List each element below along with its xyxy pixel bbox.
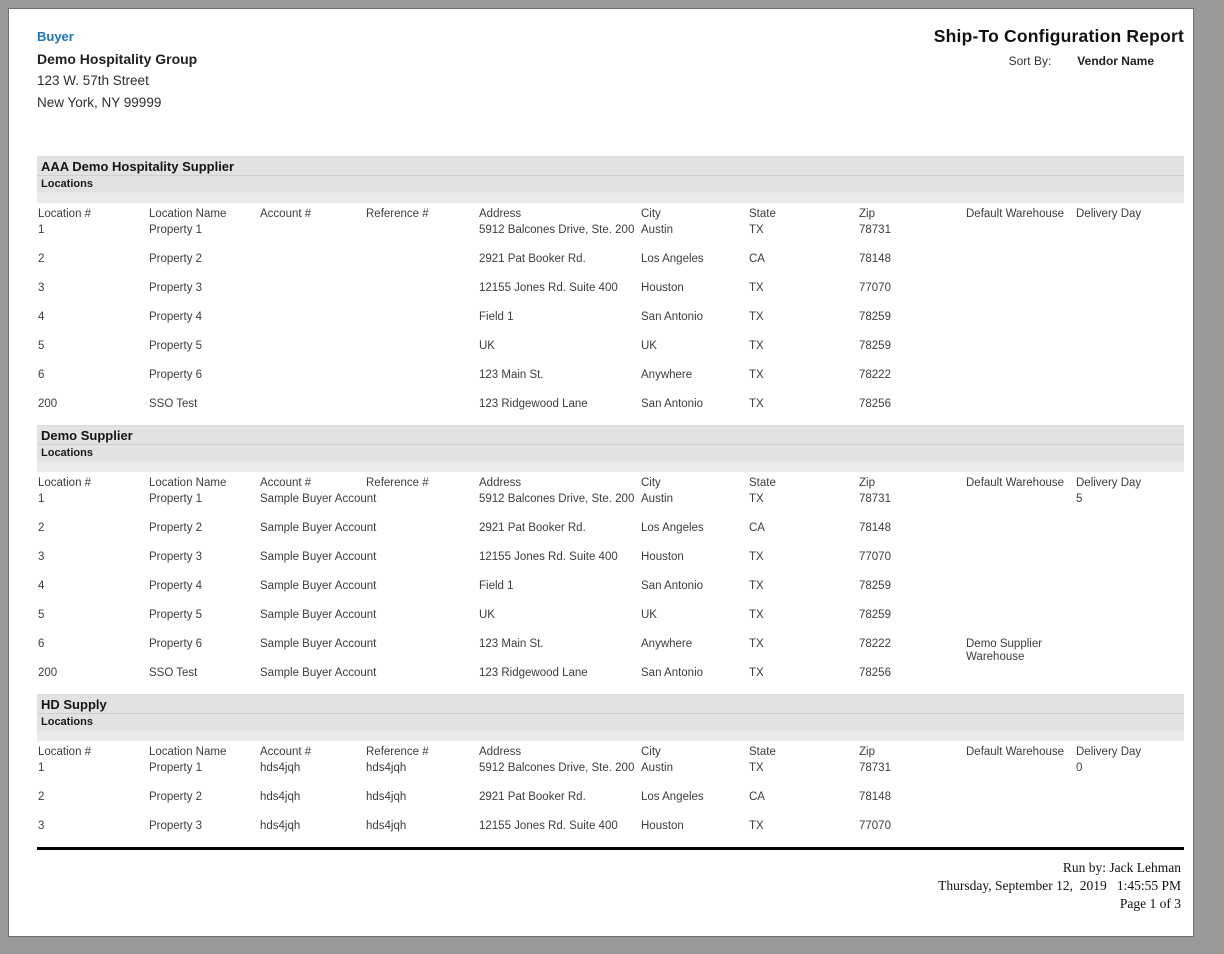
cell: 1 [38, 762, 45, 774]
cell [259, 309, 365, 338]
cell: Austin [641, 493, 673, 505]
cell: 78222 [859, 638, 891, 650]
cell: 3 [38, 282, 45, 294]
cell: UK [479, 340, 495, 352]
cell [965, 789, 1075, 818]
table-row [37, 520, 1187, 549]
table-header-row [37, 741, 1187, 760]
cell [365, 636, 478, 665]
column-header: Zip [859, 745, 875, 758]
column-header: Zip [859, 476, 875, 489]
cell: 200 [38, 667, 58, 679]
column-header: City [641, 207, 661, 220]
cell [1075, 280, 1187, 309]
cell: Anywhere [641, 369, 693, 381]
cell [965, 578, 1075, 607]
cell: Property 3 [149, 820, 203, 832]
cell: Property 1 [149, 762, 203, 774]
cell [365, 280, 478, 309]
cell [365, 396, 478, 425]
column-header: State [749, 745, 776, 758]
column-header: Account # [260, 476, 312, 489]
report-page [8, 8, 1194, 937]
cell: TX [749, 609, 764, 621]
locations-table [37, 472, 1187, 694]
cell: TX [749, 311, 764, 323]
cell: 78148 [859, 791, 891, 803]
cell: 2921 Pat Booker Rd. [479, 253, 586, 265]
cell [365, 251, 478, 280]
cell [1075, 607, 1187, 636]
cell: hds4jqh [366, 820, 407, 832]
cell: Property 5 [149, 340, 203, 352]
cell [965, 520, 1075, 549]
column-header: Default Warehouse [966, 207, 1065, 220]
cell [1075, 578, 1187, 607]
cell: 78148 [859, 522, 891, 534]
cell: TX [749, 638, 764, 650]
cell: 1 [38, 224, 45, 236]
cell: Sample Buyer Account [260, 522, 377, 534]
locations-strip [37, 730, 1184, 741]
report-header [37, 9, 1184, 156]
cell: 78259 [859, 340, 891, 352]
cell: 0 [1076, 762, 1083, 774]
report-footer [37, 850, 1184, 913]
buyer-address-line1: 123 W. 57th Street [37, 73, 149, 88]
cell [365, 578, 478, 607]
table-row [37, 396, 1187, 425]
vendor-section [37, 694, 1184, 847]
cell: TX [749, 580, 764, 592]
cell: 123 Ridgewood Lane [479, 398, 588, 410]
cell [259, 280, 365, 309]
sort-by-row [934, 54, 1184, 68]
cell [365, 607, 478, 636]
cell: 6 [38, 369, 45, 381]
table-header-row [37, 472, 1187, 491]
cell: 78256 [859, 398, 891, 410]
buyer-block [37, 26, 197, 156]
table-row [37, 789, 1187, 818]
column-header: Reference # [366, 207, 429, 220]
column-header: Location # [38, 745, 92, 758]
locations-strip [37, 192, 1184, 203]
footer-run-by: Run by: Jack Lehman [1062, 860, 1181, 875]
cell: 2 [38, 253, 45, 265]
cell: 78259 [859, 580, 891, 592]
table-row [37, 818, 1187, 847]
cell: CA [749, 253, 765, 265]
cell: 5 [38, 340, 45, 352]
cell: 78731 [859, 762, 891, 774]
vendor-sections [37, 156, 1184, 847]
cell [1075, 396, 1187, 425]
cell: Austin [641, 224, 673, 236]
cell: Field 1 [479, 311, 514, 323]
table-row [37, 607, 1187, 636]
cell: hds4jqh [260, 791, 301, 803]
cell: Los Angeles [641, 522, 704, 534]
locations-subheader: Locations [37, 714, 1184, 730]
cell [965, 491, 1075, 520]
column-header: Reference # [366, 476, 429, 489]
cell: 123 Main St. [479, 369, 544, 381]
column-header: Address [479, 745, 522, 758]
table-header-row [37, 203, 1187, 222]
cell [259, 367, 365, 396]
cell: SSO Test [149, 667, 198, 679]
sort-by-label: Sort By: [1008, 54, 1052, 68]
buyer-name: Demo Hospitality Group [37, 51, 198, 67]
locations-subheader: Locations [37, 176, 1184, 192]
cell: 78731 [859, 224, 891, 236]
cell [1075, 367, 1187, 396]
column-header: State [749, 476, 776, 489]
cell [965, 367, 1075, 396]
column-header: Location Name [149, 207, 227, 220]
column-header: City [641, 476, 661, 489]
cell: 78259 [859, 311, 891, 323]
cell: TX [749, 340, 764, 352]
cell [1075, 549, 1187, 578]
cell: Property 4 [149, 311, 203, 323]
cell: Property 6 [149, 638, 203, 650]
cell [1075, 251, 1187, 280]
cell: 6 [38, 638, 45, 650]
cell: UK [479, 609, 495, 621]
footer-datetime: Thursday, September 12, 2019 1:45:55 PM [938, 878, 1181, 893]
table-row [37, 309, 1187, 338]
cell: 12155 Jones Rd. Suite 400 [479, 282, 618, 294]
table-row [37, 338, 1187, 367]
cell [259, 222, 365, 251]
column-header: State [749, 207, 776, 220]
cell [1075, 309, 1187, 338]
cell [1075, 818, 1187, 847]
cell: 5912 Balcones Drive, Ste. 200 [479, 493, 635, 505]
column-header: Default Warehouse [966, 476, 1065, 489]
table-row [37, 760, 1187, 789]
cell [259, 251, 365, 280]
table-row [37, 636, 1187, 665]
cell [1075, 338, 1187, 367]
buyer-label: Buyer [37, 29, 74, 44]
cell: 78148 [859, 253, 891, 265]
cell [1075, 222, 1187, 251]
cell: 4 [38, 580, 45, 592]
cell: CA [749, 522, 765, 534]
vendor-name-bar: AAA Demo Hospitality Supplier [37, 156, 1184, 176]
cell: 78256 [859, 667, 891, 679]
column-header: Location Name [149, 476, 227, 489]
cell: TX [749, 762, 764, 774]
cell: Los Angeles [641, 253, 704, 265]
cell [365, 338, 478, 367]
cell: Anywhere [641, 638, 693, 650]
cell: 5 [1076, 493, 1083, 505]
cell: TX [749, 398, 764, 410]
cell: Property 2 [149, 253, 203, 265]
column-header: Location # [38, 207, 92, 220]
cell: 12155 Jones Rd. Suite 400 [479, 820, 618, 832]
cell: hds4jqh [366, 762, 407, 774]
cell: Austin [641, 762, 673, 774]
column-header: City [641, 745, 661, 758]
cell [1075, 636, 1187, 665]
table-row [37, 222, 1187, 251]
column-header: Delivery Day [1076, 745, 1142, 758]
cell: 5912 Balcones Drive, Ste. 200 [479, 762, 635, 774]
cell [965, 665, 1075, 694]
vendor-name-bar: HD Supply [37, 694, 1184, 714]
cell: San Antonio [641, 398, 704, 410]
column-header: Delivery Day [1076, 476, 1142, 489]
cell: TX [749, 493, 764, 505]
cell: San Antonio [641, 311, 704, 323]
column-header: Zip [859, 207, 875, 220]
cell: 2 [38, 791, 45, 803]
table-row [37, 367, 1187, 396]
table-row [37, 665, 1187, 694]
cell [965, 549, 1075, 578]
cell: hds4jqh [260, 820, 301, 832]
cell: SSO Test [149, 398, 198, 410]
cell: 200 [38, 398, 58, 410]
locations-strip [37, 461, 1184, 472]
cell: 5912 Balcones Drive, Ste. 200 [479, 224, 635, 236]
cell: Property 5 [149, 609, 203, 621]
column-header: Location Name [149, 745, 227, 758]
column-header: Address [479, 207, 522, 220]
cell: 12155 Jones Rd. Suite 400 [479, 551, 618, 563]
cell: TX [749, 369, 764, 381]
cell: Property 2 [149, 791, 203, 803]
title-block [934, 26, 1184, 156]
column-header: Default Warehouse [966, 745, 1065, 758]
cell: Property 6 [149, 369, 203, 381]
cell: 77070 [859, 551, 891, 563]
cell: 2921 Pat Booker Rd. [479, 791, 586, 803]
cell: TX [749, 820, 764, 832]
table-row [37, 578, 1187, 607]
cell: 78222 [859, 369, 891, 381]
cell [365, 309, 478, 338]
cell: CA [749, 791, 765, 803]
cell: 4 [38, 311, 45, 323]
cell: Los Angeles [641, 791, 704, 803]
column-header: Reference # [366, 745, 429, 758]
cell [365, 520, 478, 549]
cell [965, 222, 1075, 251]
cell [965, 818, 1075, 847]
cell [259, 338, 365, 367]
locations-table [37, 203, 1187, 425]
cell: 3 [38, 820, 45, 832]
cell: 1 [38, 493, 45, 505]
column-header: Location # [38, 476, 92, 489]
cell: 77070 [859, 820, 891, 832]
cell: TX [749, 224, 764, 236]
cell: Houston [641, 282, 684, 294]
sort-by-value: Vendor Name [1077, 54, 1154, 68]
cell [965, 760, 1075, 789]
cell [965, 309, 1075, 338]
cell [965, 396, 1075, 425]
cell: San Antonio [641, 580, 704, 592]
cell [1075, 665, 1187, 694]
cell: Demo Supplier Warehouse [966, 638, 1043, 663]
cell [1075, 789, 1187, 818]
cell [259, 396, 365, 425]
cell [365, 491, 478, 520]
cell [965, 607, 1075, 636]
cell: 78259 [859, 609, 891, 621]
cell: Sample Buyer Account [260, 667, 377, 679]
cell: 78731 [859, 493, 891, 505]
cell: Houston [641, 820, 684, 832]
cell: Sample Buyer Account [260, 493, 377, 505]
vendor-name-bar: Demo Supplier [37, 425, 1184, 445]
cell: Sample Buyer Account [260, 551, 377, 563]
table-row [37, 251, 1187, 280]
cell: Sample Buyer Account [260, 609, 377, 621]
cell: TX [749, 551, 764, 563]
cell [965, 338, 1075, 367]
cell: Houston [641, 551, 684, 563]
locations-subheader: Locations [37, 445, 1184, 461]
cell: 5 [38, 609, 45, 621]
table-row [37, 549, 1187, 578]
cell: 2921 Pat Booker Rd. [479, 522, 586, 534]
column-header: Account # [260, 207, 312, 220]
cell: Field 1 [479, 580, 514, 592]
cell: Property 3 [149, 551, 203, 563]
cell: hds4jqh [366, 791, 407, 803]
cell: Property 2 [149, 522, 203, 534]
cell: hds4jqh [260, 762, 301, 774]
table-row [37, 491, 1187, 520]
cell: TX [749, 667, 764, 679]
cell: San Antonio [641, 667, 704, 679]
cell: 77070 [859, 282, 891, 294]
cell: Property 1 [149, 493, 203, 505]
cell [965, 251, 1075, 280]
cell [365, 665, 478, 694]
column-header: Address [479, 476, 522, 489]
footer-page-number: Page 1 of 3 [1119, 896, 1181, 911]
cell [1075, 520, 1187, 549]
cell: 3 [38, 551, 45, 563]
cell: Sample Buyer Account [260, 580, 377, 592]
cell: TX [749, 282, 764, 294]
cell: Property 1 [149, 224, 203, 236]
cell: Property 4 [149, 580, 203, 592]
cell [965, 280, 1075, 309]
cell: Sample Buyer Account [260, 638, 377, 650]
vendor-section [37, 156, 1184, 425]
report-title: Ship-To Configuration Report [933, 26, 1184, 46]
buyer-address-line2: New York, NY 99999 [37, 95, 162, 110]
cell: UK [641, 340, 657, 352]
cell [365, 222, 478, 251]
cell: Property 3 [149, 282, 203, 294]
cell: 123 Main St. [479, 638, 544, 650]
cell: 2 [38, 522, 45, 534]
cell [365, 549, 478, 578]
table-row [37, 280, 1187, 309]
locations-table [37, 741, 1187, 847]
cell: 123 Ridgewood Lane [479, 667, 588, 679]
column-header: Account # [260, 745, 312, 758]
vendor-section [37, 425, 1184, 694]
cell: UK [641, 609, 657, 621]
cell [365, 367, 478, 396]
column-header: Delivery Day [1076, 207, 1142, 220]
